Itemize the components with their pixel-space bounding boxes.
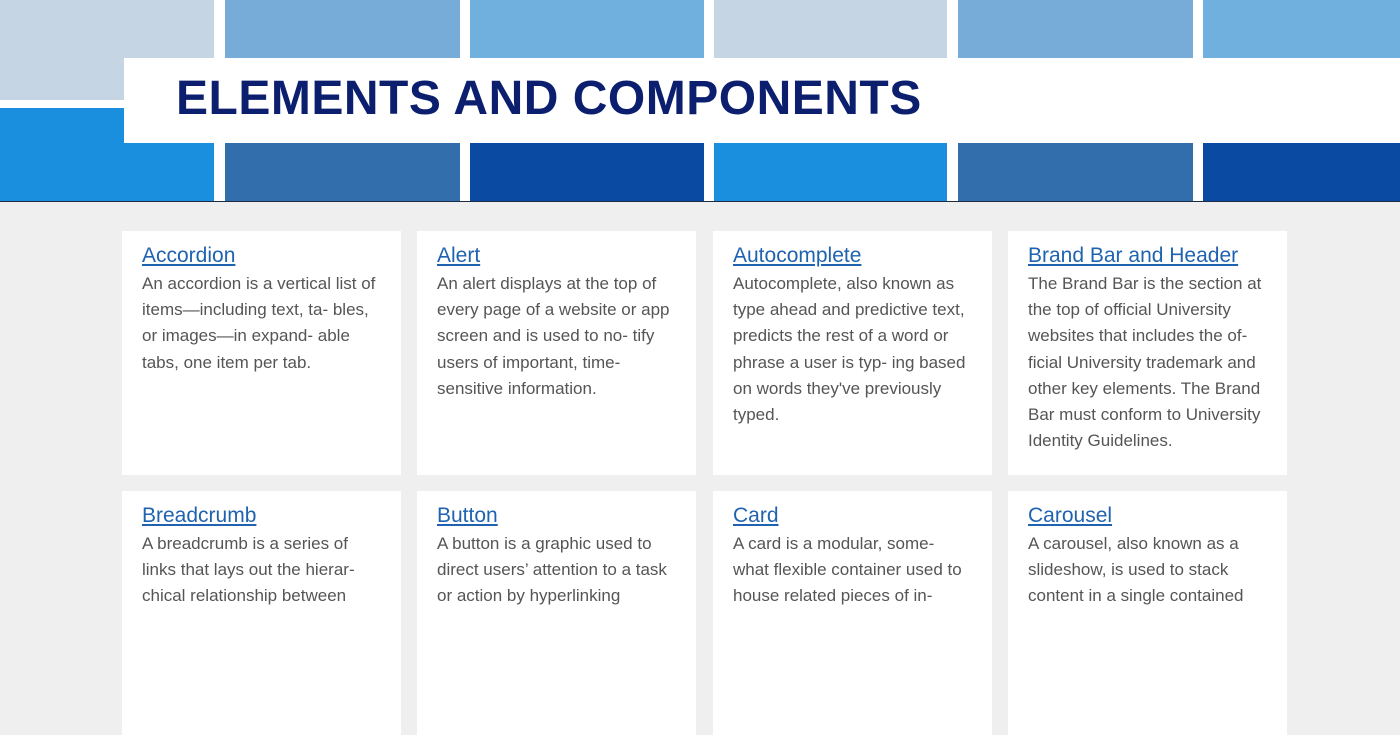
page-title: ELEMENTS AND COMPONENTS xyxy=(176,72,922,125)
banner-tile xyxy=(225,143,460,201)
banner-tile xyxy=(958,143,1193,201)
banner-tile xyxy=(225,0,460,58)
alert-link[interactable]: Alert xyxy=(437,244,481,267)
autocomplete-link[interactable]: Autocomplete xyxy=(733,244,862,267)
component-card-autocomplete xyxy=(713,231,992,475)
brand-bar-description: The Brand Bar is the section at the top of official University websites that includes the of- ficial University trademark and other key elements. The Brand Bar must conform to University Identity Guidelines. xyxy=(1028,274,1262,451)
accordion-link[interactable]: Accordion xyxy=(142,244,236,267)
banner-tile xyxy=(470,0,704,58)
component-card-brand-bar xyxy=(1008,231,1287,475)
card-description: A card is a modular, some- what flexible container used to house related pieces of in- xyxy=(733,534,962,606)
banner-tile xyxy=(714,143,947,201)
banner-tile xyxy=(958,0,1193,58)
banner-tile xyxy=(1203,0,1400,58)
component-card-button xyxy=(417,491,696,735)
autocomplete-description: Autocomplete, also known as type ahead and predictive text, predicts the rest of a word or phrase a user is typ- ing based on words they've previously typed. xyxy=(733,274,966,425)
alert-description: An alert displays at the top of every page of a website or app screen and is used to no- tify users of important, time- sensitive information. xyxy=(437,274,670,398)
brand-bar-link[interactable]: Brand Bar and Header xyxy=(1028,244,1239,267)
breadcrumb-description: A breadcrumb is a series of links that lays out the hierar- chical relationship between xyxy=(142,534,355,606)
component-card-breadcrumb xyxy=(122,491,401,735)
carousel-link[interactable]: Carousel xyxy=(1028,504,1113,527)
button-description: A button is a graphic used to direct users’ attention to a task or action by hyperlinking xyxy=(437,534,667,606)
banner-tile xyxy=(714,0,947,58)
banner-tile xyxy=(470,143,704,201)
button-link[interactable]: Button xyxy=(437,504,498,527)
carousel-description: A carousel, also known as a slideshow, is used to stack content in a single contained xyxy=(1028,534,1244,606)
title-band xyxy=(124,58,1400,143)
component-card-alert xyxy=(417,231,696,475)
component-card-accordion xyxy=(122,231,401,475)
card-link[interactable]: Card xyxy=(733,504,779,527)
accordion-description: An accordion is a vertical list of items—including text, ta- bles, or images—in expand- able tabs, one item per tab. xyxy=(142,274,376,372)
banner-tile xyxy=(1203,143,1400,201)
header-banner xyxy=(0,0,1400,202)
component-card-carousel xyxy=(1008,491,1287,735)
breadcrumb-link[interactable]: Breadcrumb xyxy=(142,504,257,527)
component-card-card xyxy=(713,491,992,735)
